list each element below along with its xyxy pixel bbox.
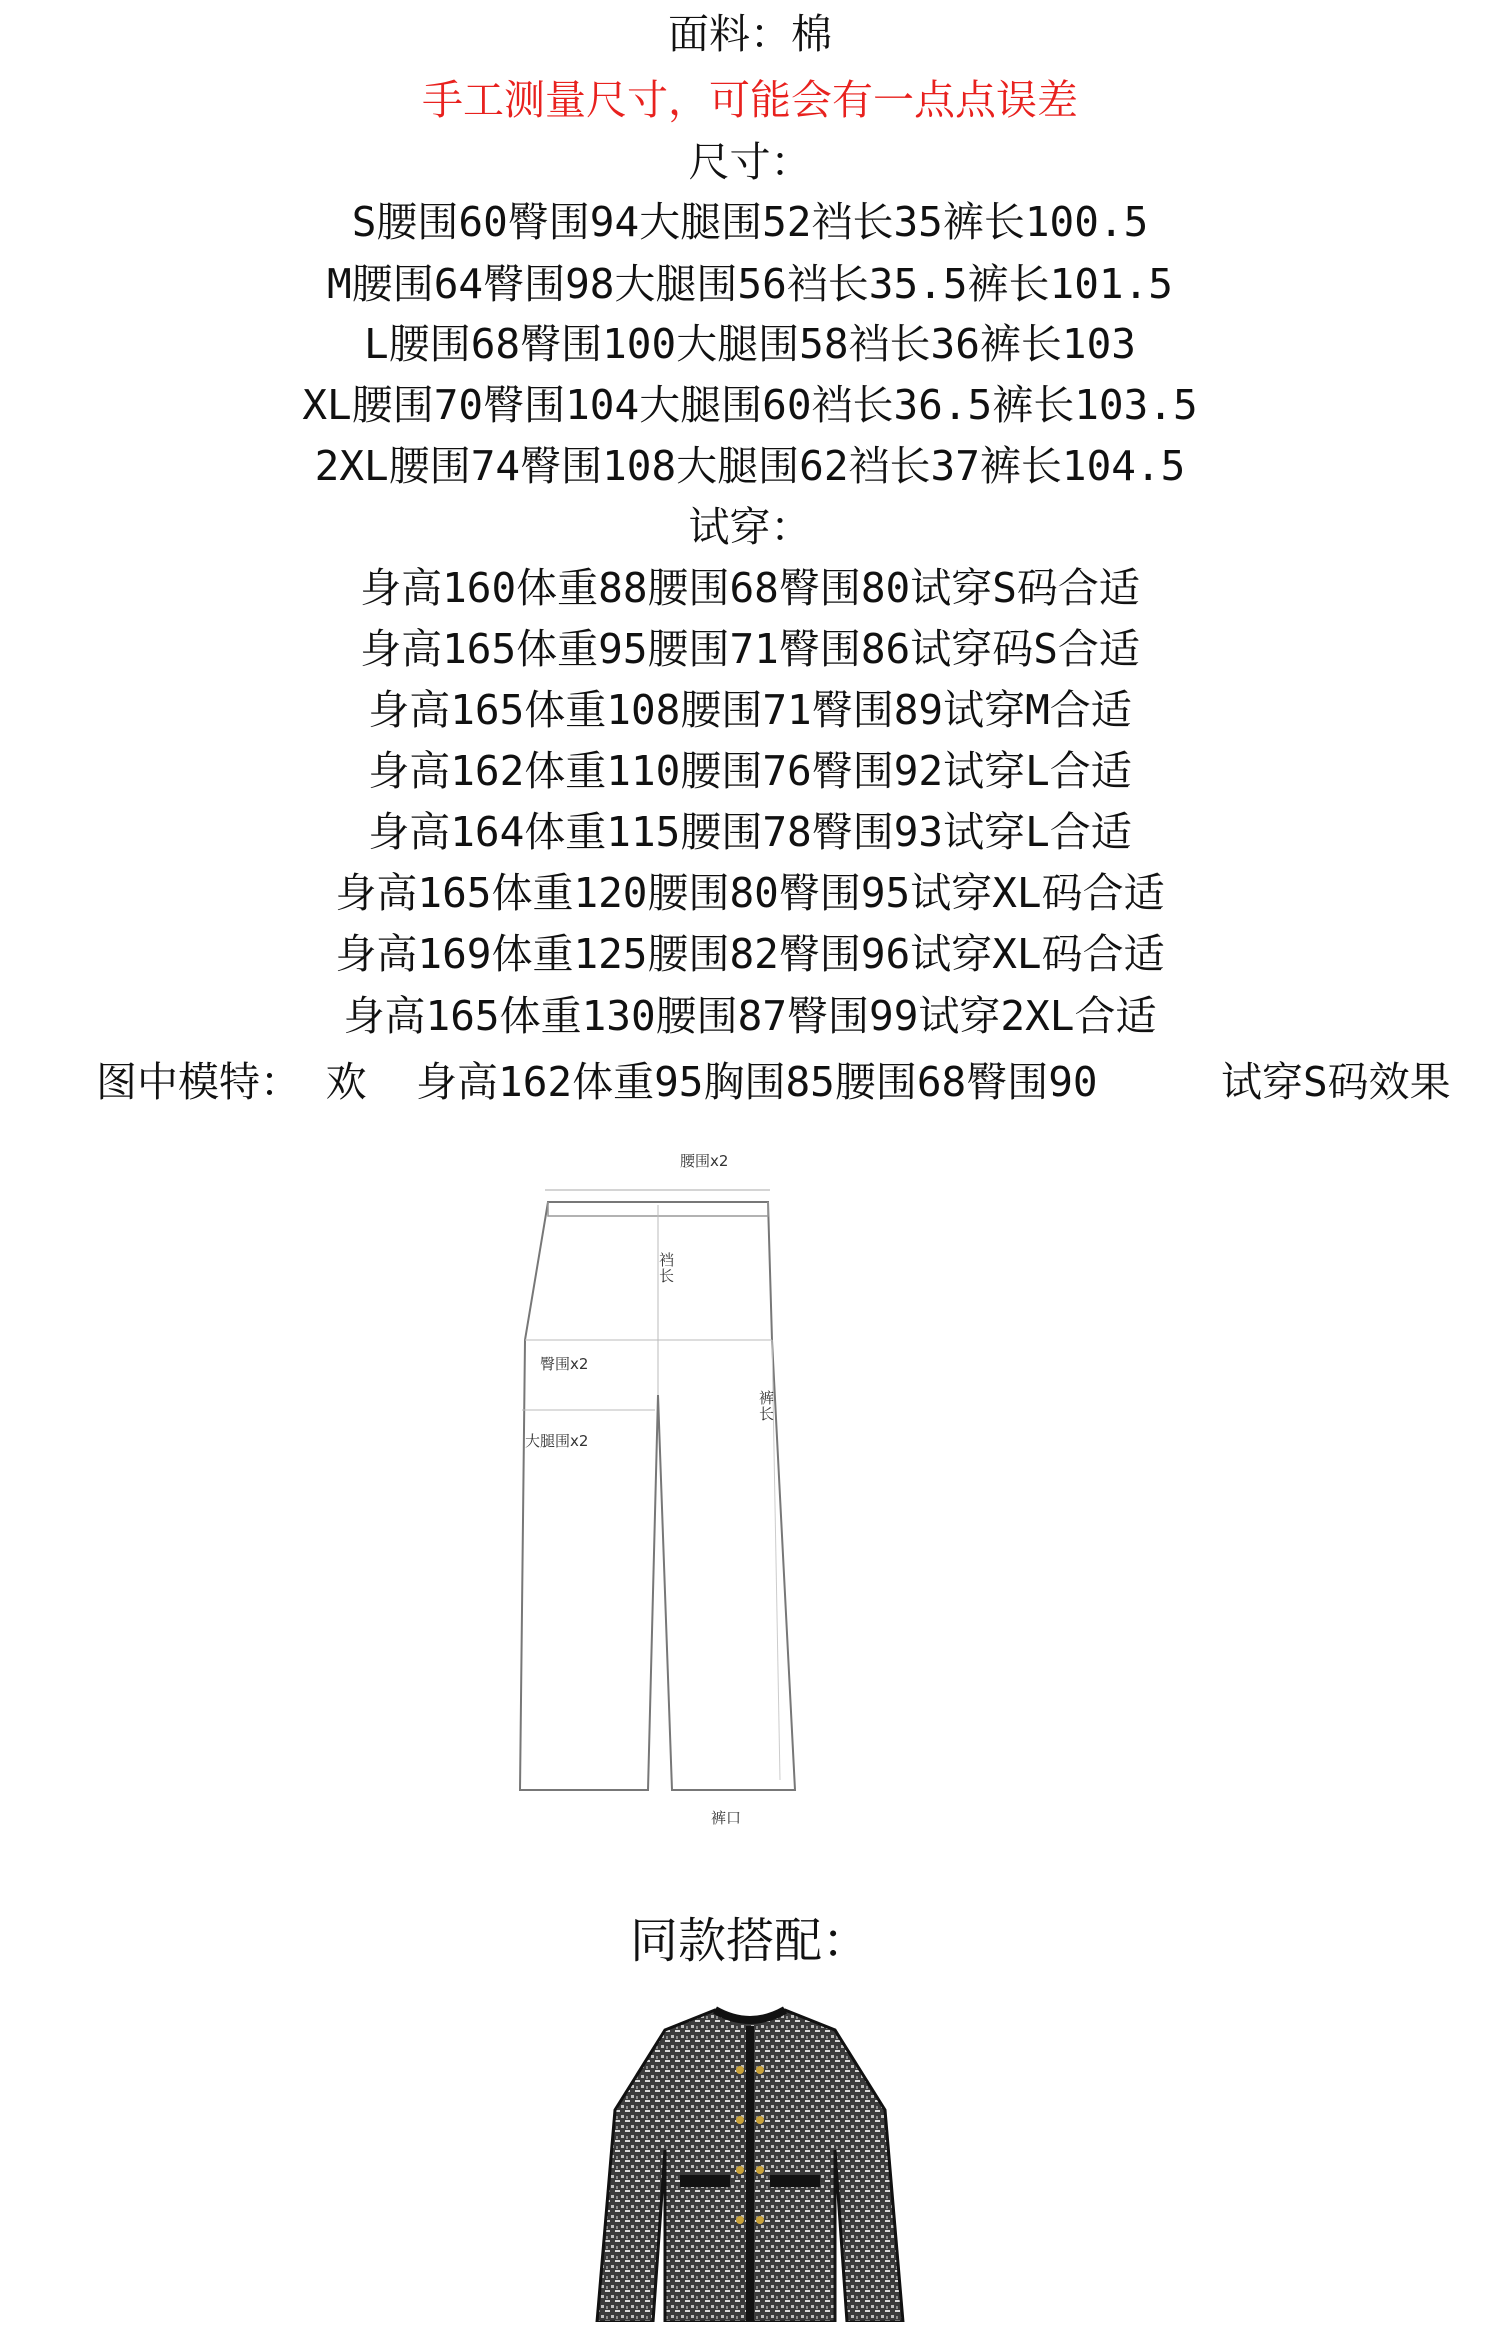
hip-label: 臀围x2 [540,1355,589,1373]
button [756,2216,764,2224]
size-heading: 尺寸： [688,138,812,186]
tryon-row: 身高165体重120腰围80臀围95试穿XL码合适 [335,869,1165,917]
right-pocket [770,2175,820,2187]
waist-label: 腰围x2 [680,1152,729,1170]
fabric-line: 面料：棉 [668,10,832,58]
button [756,2066,764,2074]
size-row: 2XL腰围74臀围108大腿围62裆长37裤长104.5 [314,442,1186,490]
thigh-label: 大腿围x2 [525,1432,589,1450]
button [736,2166,744,2174]
rise-label: 裆长 [657,1252,675,1284]
size-row: S腰围60臀围94大腿围52裆长35裤长100.5 [351,198,1149,246]
size-row: XL腰围70臀围104大腿围60裆长36.5裤长103.5 [302,381,1198,429]
cardigan-illustration [585,2000,915,2322]
pants-measurement-diagram [500,1150,820,1850]
size-row: L腰围68臀围100大腿围58裆长36裤长103 [364,320,1136,368]
tryon-row: 身高165体重130腰围87臀围99试穿2XL合适 [343,992,1157,1040]
length-label: 裤长 [757,1390,775,1422]
button [756,2166,764,2174]
hem-label: 裤口 [711,1809,742,1827]
model-info: 图中模特： 欢 身高162体重95胸围85腰围68臀围90 试穿S码效果 [96,1058,1451,1106]
tryon-row: 身高165体重95腰围71臀围86试穿码S合适 [360,625,1140,673]
size-row: M腰围64臀围98大腿围56裆长35.5裤长101.5 [327,260,1173,308]
button [756,2116,764,2124]
left-pocket [680,2175,730,2187]
button [736,2116,744,2124]
tryon-row: 身高169体重125腰围82臀围96试穿XL码合适 [335,930,1165,978]
measurement-notice: 手工测量尺寸，可能会有一点点误差 [422,76,1078,124]
matching-outfit-heading: 同款搭配： [629,1913,870,1969]
tryon-row: 身高164体重115腰围78臀围93试穿L合适 [368,808,1132,856]
button [736,2066,744,2074]
cardigan-image [585,2000,915,2322]
tryon-row: 身高165体重108腰围71臀围89试穿M合适 [368,686,1132,734]
tryon-heading: 试穿： [688,503,812,551]
tryon-row: 身高160体重88腰围68臀围80试穿S码合适 [360,564,1140,612]
cardigan-collar [715,2010,785,2020]
button [736,2216,744,2224]
tryon-row: 身高162体重110腰围76臀围92试穿L合适 [368,747,1132,795]
